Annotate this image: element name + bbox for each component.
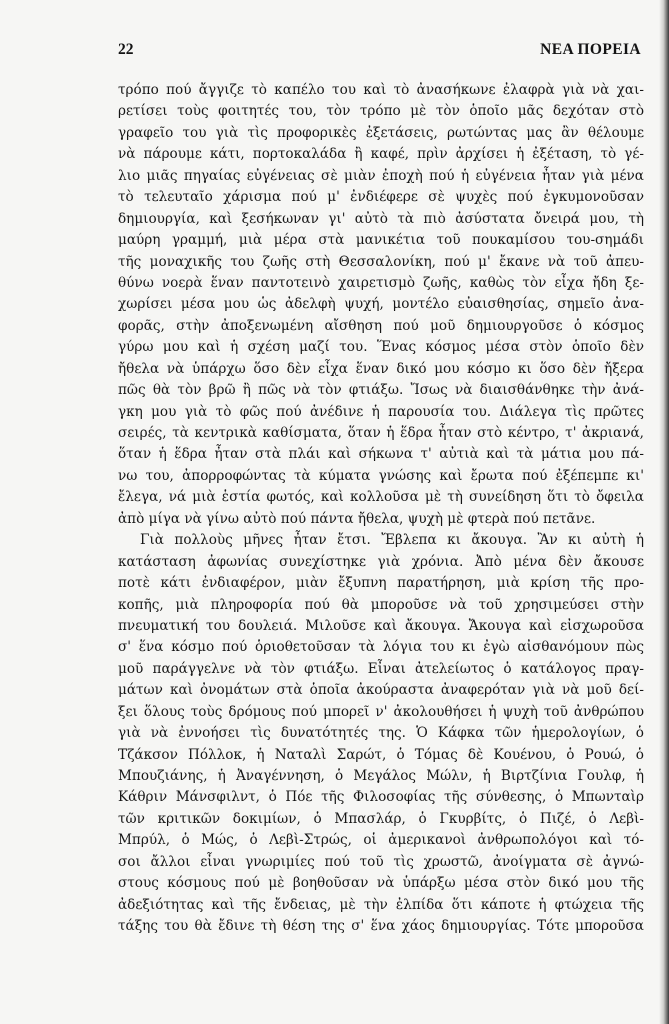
text-line: ὅταν ἡ ἕδρα ἦταν στὰ πλάι καὶ σήκωνα τ' αὐτιὰ καὶ τὰ μάτια μου πά- [118,446,644,463]
text-line: Κάθριν Μάνσφιλντ, ὁ Πόε τῆς Φιλοσοφίας τῆς σύνθεσης, ὁ Μπωνταὶρ [118,789,644,806]
text-line: ρετίσει τοὺς φοιτητές του, τὸν τρόπο μὲ τὸν ὁποῖο μᾶς δεχόταν στὸ [118,103,644,120]
text-line: χωρίσει μέσα μου ὡς ἀδελφὴ ψυχή, μοντέλο εὐαισθησίας, σημεῖο ἀνα- [118,296,644,313]
body-text [118,80,644,938]
text-line: πῶς θὰ τὸν βρῶ ἢ πῶς νὰ τὸν φτιάξω. Ἴσως νὰ διαισθάνθηκε τὴν ἀνά- [118,382,644,399]
page-header [118,41,641,65]
text-line: σ' ἕνα κόσμο πού ὁριοθετοῦσαν τὰ λόγια του κι ἐγὼ αἰσθανόμουν πὼς [118,639,644,656]
paragraph-end-line: ἀπὸ μίγα νὰ γίνω αὐτὸ πού πάντα ἤθελα, ψυχὴ μὲ φτερὰ πού πετᾶνε. [118,510,596,527]
text-line: λιο μιᾶς πηγαίας εὐγένειας σὲ μιὰν ἐποχὴ πού ἡ εὐγένεια ἦταν γιὰ μένα [118,167,644,184]
text-line: ἤθελα νὰ ὑπάρχω ὅσο δὲν εἶχα ἕναν δικό μου κόσμο κι ὅσο δὲν ἤξερα [118,360,644,377]
text-line: σοι ἄλλοι εἶναι γνωριμίες πού τοῦ τὶς χρωστῶ, ἀνοίγματα σὲ ἀγνώ- [118,853,644,870]
text-line: στους κόσμους πού μὲ βοηθοῦσαν νὰ ὑπάρξω μέσα στὸν δικό μου τῆς [118,875,644,892]
text-line: τῆς μοναχικῆς του ζωῆς στὴ Θεσσαλονίκη, πού μ' ἔκανε νὰ τοῦ ἀπευ- [118,253,644,270]
text-line: θύνω νοερὰ ἕναν παντοτεινὸ χαιρετισμὸ ζωῆς, καθὼς τὸν εἶχα ἤδη ξε- [118,274,644,291]
text-line: δημιουργία, καὶ ξεσήκωναν γι' αὐτὸ τὰ πιὸ ἀσύστατα ὄνειρά μου, τὴ [118,210,644,227]
page-binding-edge [659,0,669,1024]
text-line: γύρω μου καὶ ἡ σχέση μαζί του. Ἕνας κόσμος μέσα στὸν ὁποῖο δὲν [118,339,644,356]
text-line: κατάσταση ἀφωνίας συνεχίστηκε γιὰ χρόνια. Ἀπὸ μένα δὲν ἄκουσε [118,553,644,570]
text-line: Τζάκσον Πόλλοκ, ἡ Ναταλὶ Σαρώτ, ὁ Τόμας δὲ Κουένου, ὁ Ρουώ, ὁ [118,746,644,763]
text-line: μάτων καὶ ὀνομάτων στὰ ὁποῖα ἀκούραστα ἀναφερόταν γιὰ νὰ μοῦ δεί- [118,682,644,699]
text-line: γκη μου γιὰ τὸ φῶς πού ἀνέδινε ἡ παρουσία του. Διάλεγα τὶς πρῶτες [118,403,644,420]
text-line: Μπουζιάνης, ἡ Ἀναγέννηση, ὁ Μεγάλος Μώλν, ἡ Βιρτζίνια Γουλφ, ἡ [118,768,644,784]
text-line: φορᾶς, στὴν ἀποξενωμένη αἴσθηση πού μοῦ δημιουργοῦσε ὁ κόσμος [118,317,644,334]
paragraph-start-line: Γιὰ πολλοὺς μῆνες ἦταν ἔτσι. Ἔβλεπα κι ἄκουγα. Ἂν κι αὐτὴ ἡ [140,532,644,549]
text-line: μοῦ παράγγελνε νὰ τὸν φτιάξω. Εἶναι ἀτελείωτος ὁ κατάλογος πραγ- [118,660,644,677]
page-number: 22 [118,41,134,58]
text-line: πνευματική του δουλειά. Μιλοῦσε καὶ ἄκουγα. Ἄκουγα καὶ εἰσχωροῦσα [118,617,644,634]
text-line: γραφεῖο του γιὰ τὶς προφορικὲς ἐξετάσεις, ρωτώντας μας ἂν θέλουμε [118,124,644,141]
text-line: Μπρύλ, ὁ Μώς, ὁ Λεβὶ-Στρώς, οἱ ἀμερικανοὶ ἀνθρωπολόγοι καὶ τό- [118,832,644,849]
text-line: σειρές, τὰ κεντρικὰ καθίσματα, ὅταν ἡ ἕδρα ἦταν στὸ κέντρο, τ' ἀκριανά, [118,425,644,441]
text-line: ἀδεξιότητας καὶ τῆς ἔνδειας, μὲ τὴν ἐλπίδα ὅτι κάποτε ἡ φτώχεια τῆς [118,896,644,913]
text-line: νὰ πάρουμε κάτι, πορτοκαλάδα ἢ καφέ, πρὶν ἀρχίσει ἡ ἐξέταση, τὸ γέ- [118,146,644,163]
text-line: τάξης του θὰ ἔδινε τὴ θέση της σ' ἕνα χάος δημιουργίας. Τότε μποροῦσα [118,918,644,935]
text-line: τὸ τελευταῖο χάρισμα πού μ' ἐνδιέφερε σὲ ψυχὲς πού ἐγκυμονοῦσαν [118,189,644,206]
text-line: τρόπο πού ἄγγιζε τὸ καπέλο του καὶ τὸ ἀνασήκωνε ἐλαφρὰ γιὰ νὰ χαι- [118,82,644,98]
text-line: ξει ὅλους τοὺς δρόμους πού μπορεῖ ν' ἀκολουθήσει ἡ ψυχὴ τοῦ ἀνθρώπου [118,703,644,720]
text-line: ποτὲ κάτι ἐνδιαφέρον, μιὰν ἔξυπνη παρατήρηση, μιὰ κρίση τῆς προ- [118,575,644,592]
text-line: γιὰ νὰ ἐννοήσει τὶς δυνατότητές της. Ὁ Κάφκα τῶν ἡμερολογίων, ὁ [118,725,644,742]
text-line: μαύρη γραμμή, μιὰ μέρα στὰ μανικέτια τοῦ πουκαμίσου του-σημάδι [118,232,644,249]
text-line: ἔλεγα, νά μιὰ ἑστία φωτός, καὶ κολλοῦσα μὲ τὴ συνείδηση ὅτι τὸ ὄφειλα [118,489,644,506]
text-line: νω του, ἀπορροφώντας τὰ κύματα γνώσης καὶ ἔρωτα πού ἐξέπεμπε κι' [118,467,644,484]
text-line: τῶν κριτικῶν δοκιμίων, ὁ Μπασλάρ, ὁ Γκυρβίτς, ὁ Πιζέ, ὁ Λεβὶ- [118,810,644,827]
running-title: ΝΕΑ ΠΟΡΕΙΑ [540,41,641,58]
text-line: κοπῆς, μιὰ πληροφορία πού θὰ μποροῦσε νὰ τοῦ χρησιμεύσει στὴν [118,596,644,613]
